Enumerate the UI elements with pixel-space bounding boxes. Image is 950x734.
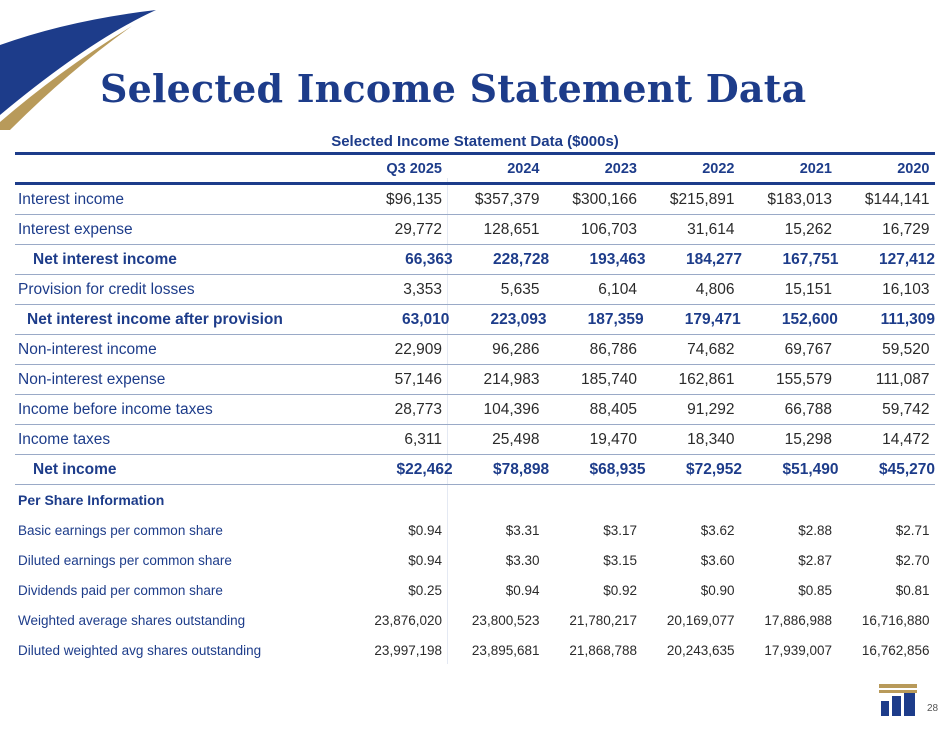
- table-cell: 96,286: [492, 340, 540, 358]
- per-share-row: [15, 635, 935, 665]
- column-header: 2020: [897, 160, 930, 177]
- table-cell: 21,780,217: [569, 612, 637, 628]
- table-cell: 59,520: [882, 340, 930, 358]
- table-cell: $300,166: [572, 190, 637, 208]
- table-cell: 106,703: [580, 220, 637, 238]
- table-cell: $0.94: [408, 522, 442, 538]
- table-cell: 16,729: [882, 220, 930, 238]
- table-cell: 214,983: [483, 370, 540, 388]
- table-cell: 59,742: [882, 400, 930, 418]
- row-label: Non-interest income: [18, 340, 157, 358]
- table-row: [15, 395, 935, 425]
- table-cell: 25,498: [492, 430, 540, 448]
- table-cell: 5,635: [500, 280, 540, 298]
- table-cell: 167,751: [782, 250, 839, 268]
- table-cell: $0.94: [505, 582, 540, 598]
- table-header-row: [15, 152, 935, 185]
- row-label: Diluted weighted avg shares outstanding: [18, 642, 262, 658]
- table-cell: 193,463: [589, 250, 646, 268]
- table-cell: 162,861: [678, 370, 735, 388]
- table-row: [15, 365, 935, 395]
- per-share-body: [15, 515, 935, 665]
- table-cell: 57,146: [394, 370, 442, 388]
- table-cell: 31,614: [687, 220, 735, 238]
- table-cell: $3.62: [700, 522, 735, 538]
- table-cell: $3.17: [603, 522, 637, 538]
- table-cell: $0.92: [603, 582, 637, 598]
- table-cell: 128,651: [483, 220, 540, 238]
- table-cell: $215,891: [669, 190, 735, 208]
- row-label: Net interest income after provision: [27, 310, 283, 328]
- table-cell: 29,772: [394, 220, 442, 238]
- row-label: Diluted earnings per common share: [18, 552, 232, 568]
- income-statement-table: [15, 152, 935, 665]
- table-cell: 69,767: [784, 340, 832, 358]
- table-cell: 23,997,198: [374, 642, 442, 658]
- table-cell: $2.88: [798, 522, 832, 538]
- table-row: [15, 455, 935, 485]
- table-cell: 104,396: [483, 400, 540, 418]
- table-cell: 14,472: [882, 430, 930, 448]
- table-cell: $0.85: [798, 582, 832, 598]
- table-body: [15, 185, 935, 485]
- table-cell: 185,740: [580, 370, 637, 388]
- table-cell: 17,939,007: [764, 642, 832, 658]
- table-cell: $183,013: [767, 190, 832, 208]
- table-cell: $357,379: [474, 190, 540, 208]
- table-cell: 223,093: [490, 310, 547, 328]
- row-label: Basic earnings per common share: [18, 522, 223, 538]
- row-label: Income before income taxes: [18, 400, 213, 418]
- per-share-row: [15, 605, 935, 635]
- table-cell: 66,788: [784, 400, 832, 418]
- row-label: Provision for credit losses: [18, 280, 195, 298]
- table-cell: 86,786: [589, 340, 637, 358]
- table-cell: 20,243,635: [666, 642, 735, 658]
- table-row: [15, 425, 935, 455]
- table-cell: 16,716,880: [861, 612, 930, 628]
- table-cell: 91,292: [687, 400, 735, 418]
- per-share-row: [15, 575, 935, 605]
- table-cell: 28,773: [394, 400, 442, 418]
- per-share-row: [15, 545, 935, 575]
- table-cell: 88,405: [589, 400, 637, 418]
- table-cell: 3,353: [403, 280, 442, 298]
- table-cell: $51,490: [782, 460, 839, 478]
- table-cell: 179,471: [684, 310, 741, 328]
- table-cell: 63,010: [401, 310, 450, 328]
- table-row: [15, 275, 935, 305]
- table-cell: $2.70: [895, 552, 930, 568]
- table-cell: 15,262: [784, 220, 832, 238]
- table-cell: 66,363: [405, 250, 453, 268]
- table-cell: $22,462: [396, 460, 453, 478]
- table-cell: $2.71: [895, 522, 930, 538]
- table-cell: $0.81: [895, 582, 930, 598]
- table-cell: 111,087: [875, 370, 930, 388]
- table-cell: 22,909: [394, 340, 442, 358]
- table-cell: 23,895,681: [471, 642, 540, 658]
- table-cell: 4,806: [695, 280, 735, 298]
- table-cell: 16,762,856: [861, 642, 930, 658]
- row-label: Non-interest expense: [18, 370, 166, 388]
- table-row: [15, 215, 935, 245]
- table-cell: $68,935: [589, 460, 646, 478]
- table-cell: $78,898: [493, 460, 550, 478]
- column-header: 2022: [702, 160, 735, 177]
- table-cell: $3.15: [603, 552, 637, 568]
- table-cell: $3.31: [505, 522, 540, 538]
- column-header: 2023: [604, 160, 637, 177]
- table-cell: 228,728: [493, 250, 550, 268]
- table-cell: $45,270: [878, 460, 935, 478]
- page-title: Selected Income Statement Data: [100, 66, 807, 111]
- row-label: Net interest income: [33, 250, 177, 268]
- table-cell: 16,103: [882, 280, 930, 298]
- table-cell: 15,151: [784, 280, 832, 298]
- table-cell: 21,868,788: [569, 642, 637, 658]
- row-label: Dividends paid per common share: [18, 582, 223, 598]
- per-share-title: Per Share Information: [18, 492, 165, 508]
- table-cell: 15,298: [784, 430, 832, 448]
- table-cell: 20,169,077: [666, 612, 735, 628]
- table-cell: $3.30: [505, 552, 540, 568]
- table-cell: $3.60: [700, 552, 735, 568]
- table-cell: 155,579: [775, 370, 832, 388]
- table-row: [15, 305, 935, 335]
- row-label: Interest expense: [18, 220, 133, 238]
- table-row: [15, 185, 935, 215]
- table-cell: 184,277: [686, 250, 743, 268]
- column-header: 2024: [507, 160, 540, 177]
- table-cell: 19,470: [589, 430, 637, 448]
- row-label: Net income: [33, 460, 117, 478]
- per-share-row: [15, 515, 935, 545]
- company-logo-icon: [878, 684, 918, 716]
- table-cell: 6,311: [404, 430, 442, 448]
- row-label: Income taxes: [18, 430, 111, 448]
- column-header: 2021: [799, 160, 832, 177]
- table-cell: $144,141: [864, 190, 930, 208]
- table-cell: 18,340: [687, 430, 735, 448]
- table-caption: Selected Income Statement Data ($000s): [331, 133, 619, 150]
- table-cell: 74,682: [687, 340, 735, 358]
- table-cell: 111,309: [880, 310, 935, 328]
- table-cell: 187,359: [587, 310, 644, 328]
- row-label: Weighted average shares outstanding: [18, 612, 246, 628]
- table-cell: 17,886,988: [764, 612, 832, 628]
- table-cell: $0.90: [700, 582, 735, 598]
- table-row: [15, 335, 935, 365]
- table-cell: $0.94: [408, 552, 442, 568]
- column-header: Q3 2025: [386, 160, 442, 177]
- table-cell: 23,876,020: [374, 612, 442, 628]
- row-label: Interest income: [18, 190, 124, 208]
- table-cell: $72,952: [686, 460, 743, 478]
- table-row: [15, 245, 935, 275]
- table-cell: 6,104: [598, 280, 637, 298]
- per-share-section-header: [15, 485, 935, 515]
- table-cell: $96,135: [385, 190, 442, 208]
- table-cell: 127,412: [878, 250, 935, 268]
- table-cell: 152,600: [781, 310, 838, 328]
- table-cell: $2.87: [798, 552, 832, 568]
- table-cell: 23,800,523: [471, 612, 540, 628]
- table-cell: $0.25: [408, 582, 442, 598]
- page-number: 28: [927, 703, 939, 714]
